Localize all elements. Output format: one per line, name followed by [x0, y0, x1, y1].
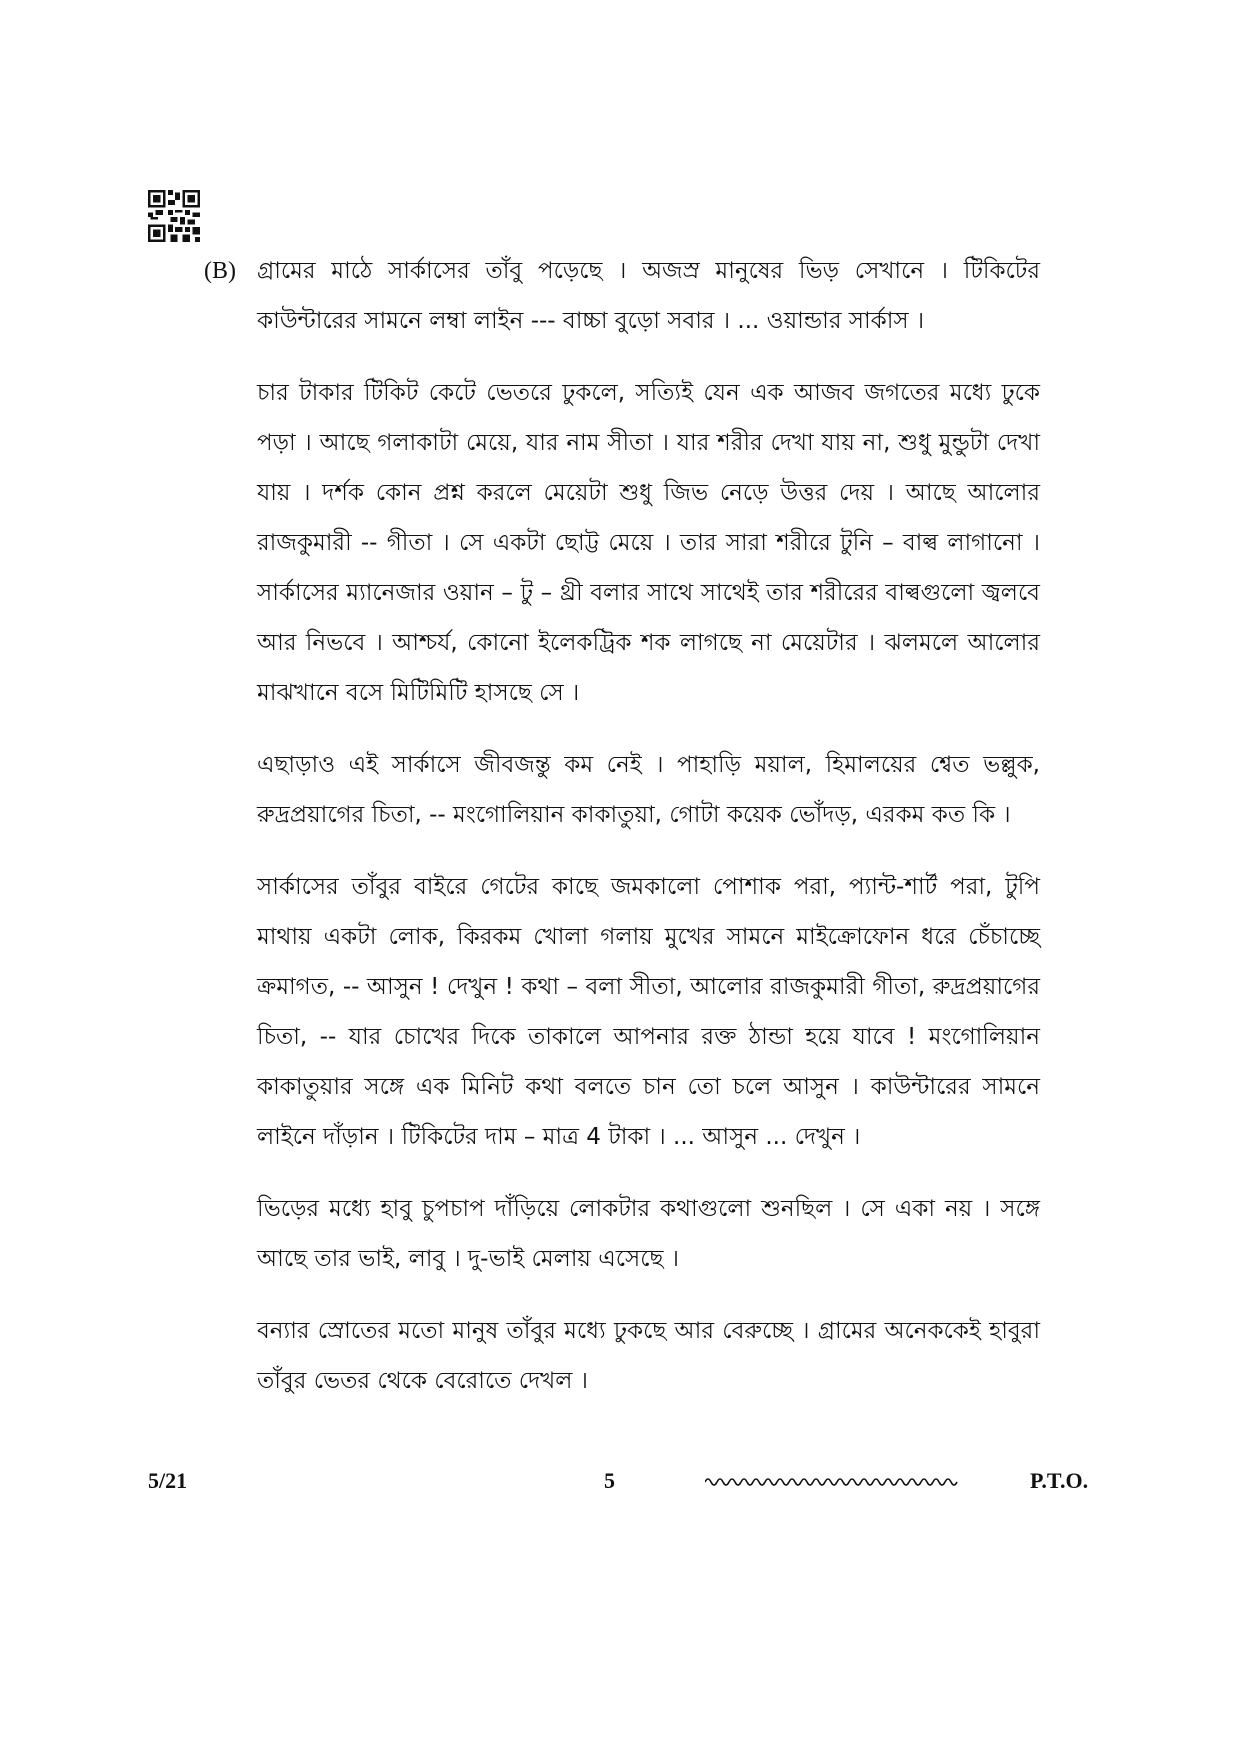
paper-code: 5/21 [148, 1468, 188, 1493]
paragraph-6: বন্যার স্রোতের মতো মানুষ তাঁবুর মধ্যে ঢুকছে আর বেরুচ্ছে । গ্রামের অনেককেই হাবুরা তাঁবুর ভেতর থেকে বেরোতে দেখল । [257, 1318, 1040, 1394]
paragraph-2: চার টাকার টিকিট কেটে ভেতরে ঢুকলে, সত্যিই যেন এক আজব জগতের মধ্যে ঢুকে পড়া । আছে গলাকাটা মেয়ে, যার নাম সীতা । যার শরীর দেখা যায় না, শুধু মুন্ডুটা দেখা যায় । দর্শক কোন প্রশ্ন করলে মেয়েটা শুধু জিভ নেড়ে উত্তর দেয় । আছে আলোর রাজকুমারী -- গীতা । সে একটা ছোট্ট মেয়ে । তার সারা শরীরে টুনি – বাল্ব লাগানো । সার্কাসের ম্যানেজার ওয়ান – টু – থ্রী বলার সাথে সাথেই তার শরীরের বাল্বগুলো জ্বলবে আর নিভবে । আশ্চর্য, কোনো ইলেকট্রিক শক লাগছে না মেয়েটার । ঝলমলে আলোর মাঝখানে বসে মিটিমিটি হাসছে সে । [257, 380, 1040, 706]
wavy-line-decoration [705, 1474, 960, 1490]
pto-label: P.T.O. [1030, 1468, 1089, 1493]
question-section-b [205, 250, 1040, 1428]
paragraph-1: গ্রামের মাঠে সার্কাসের তাঁবু পড়েছে । অজস্র মানুষের ভিড় সেখানে । টিকিটের কাউন্টারের সামনে লম্বা লাইন --- বাচ্চা বুড়ো সবার । ... ওয়ান্ডার সার্কাস । [257, 258, 1040, 334]
section-label: (B) [204, 258, 236, 284]
page-number: 5 [604, 1468, 615, 1493]
paragraph-5: ভিড়ের মধ্যে হাবু চুপচাপ দাঁড়িয়ে লোকটার কথাগুলো শুনছিল । সে একা নয় । সঙ্গে আছে তার ভাই, লাবু । দু-ভাই মেলায় এসেছে । [257, 1196, 1040, 1272]
paragraph-3: এছাড়াও এই সার্কাসে জীবজন্তু কম নেই । পাহাড়ি ময়াল, হিমালয়ের শ্বেত ভল্লুক, রুদ্রপ্রয়াগের চিতা, -- মংগোলিয়ান কাকাতুয়া, গোটা কয়েক ভোঁদড়, এরকম কত কি । [257, 752, 1040, 828]
qr-code-icon [148, 190, 200, 242]
page-footer [0, 1468, 1241, 1508]
paragraph-4: সার্কাসের তাঁবুর বাইরে গেটের কাছে জমকালো পোশাক পরা, প্যান্ট-শার্ট পরা, টুপি মাথায় একটা লোক, কিরকম খোলা গলায় মুখের সামনে মাইক্রোফোন ধরে চেঁচাচ্ছে ক্রমাগত, -- আসুন ! দেখুন ! কথা – বলা সীতা, আলোর রাজকুমারী গীতা, রুদ্রপ্রয়াগের চিতা, -- যার চোখের দিকে তাকালে আপনার রক্ত ঠান্ডা হয়ে যাবে ! মংগোলিয়ান কাকাতুয়ার সঙ্গে এক মিনিট কথা বলতে চান তো চলে আসুন । কাউন্টারের সামনে লাইনে দাঁড়ান । টিকিটের দাম – মাত্র 4 টাকা । ... আসুন ... দেখুন । [257, 874, 1040, 1150]
